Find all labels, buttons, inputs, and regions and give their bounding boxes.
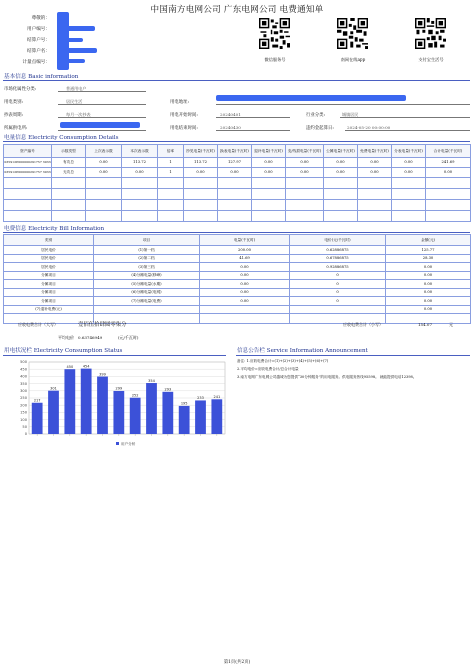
section-divider	[3, 141, 470, 142]
notice-line: 2.平均电价=应收电费合计/总合计电量	[237, 367, 299, 371]
bill-header-row	[4, 235, 471, 246]
start-time-label: 用电开始时间:	[170, 113, 198, 118]
qr-caption-alipay: 支付宝生活号	[418, 57, 444, 62]
section-divider	[236, 355, 470, 356]
reading-cycle-field	[58, 111, 146, 118]
table-cell: 0.00	[252, 158, 286, 168]
industry-label: 行业分类:	[306, 113, 326, 118]
y-tick-label: 150	[20, 410, 27, 415]
table-cell: 127.97	[218, 158, 252, 168]
bar-data-label: 450	[66, 365, 74, 369]
usage-category-label: 用电类别:	[4, 100, 24, 105]
avg-price-label: 平均电价	[58, 335, 74, 340]
col-header: 免费电量(千瓦时)	[358, 145, 392, 158]
table-row	[4, 158, 471, 168]
bar	[179, 406, 190, 434]
bar-data-label: 354	[148, 378, 155, 383]
table-cell: 0.00	[386, 263, 471, 272]
table-row	[4, 168, 471, 178]
end-time-value: 20240430	[220, 125, 241, 130]
table-cell: 0.00	[200, 297, 290, 306]
col-header: 资产编号	[4, 145, 52, 158]
y-tick-label: 300	[20, 389, 27, 393]
table-cell	[200, 305, 290, 314]
total-lower-value: 154.07	[418, 322, 432, 327]
bill-table	[3, 234, 471, 324]
table-row	[4, 246, 471, 255]
col-header: 电价(元/千瓦时)	[290, 235, 386, 246]
bill-title: 电费信息 Electricity Bill Information	[4, 226, 105, 232]
table-cell: 0.67886875	[290, 254, 386, 263]
col-header: 分表电量(千瓦时)	[392, 145, 426, 158]
col-header: 倍率	[158, 145, 184, 158]
table-cell: 113.72	[184, 158, 218, 168]
market-attribute-value: 普通用电户	[66, 86, 87, 91]
table-cell: 113.72	[122, 158, 158, 168]
table-row	[4, 263, 471, 272]
table-cell	[94, 305, 200, 314]
table-cell: 0.92886875	[290, 263, 386, 272]
usage-address-label: 用电地址:	[170, 100, 190, 105]
table-cell: 无功总	[52, 168, 86, 178]
y-tick-label: 100	[20, 417, 27, 422]
table-cell: 0.00	[86, 158, 122, 168]
avg-price-value: 0.63746949	[78, 335, 103, 340]
y-tick-label: 0	[24, 432, 27, 437]
industry-field	[340, 111, 470, 118]
qr-group	[250, 12, 470, 72]
col-header: 抄见电量(千瓦时)	[184, 145, 218, 158]
table-cell: 241.69	[426, 158, 471, 168]
bar	[97, 377, 108, 434]
table-cell: 0.00	[200, 271, 290, 280]
field-label-user-id: 用户编号：	[27, 27, 50, 32]
table-cell: 居民电价	[4, 254, 94, 263]
end-time-label: 用电结束时间:	[170, 126, 198, 131]
table-cell: 0.00	[392, 158, 426, 168]
table-cell: 居民电价	[4, 263, 94, 272]
start-time-value: 20240401	[220, 112, 241, 117]
total-lower-label: 应收电费合计（小写）	[343, 322, 383, 327]
table-cell: 0.00	[324, 168, 358, 178]
redaction-mark	[57, 38, 83, 42]
penalty-date-value: 2024-05-20 00:00:00	[347, 125, 391, 130]
notice-title: 信息公告栏 Service Information Announcement	[237, 348, 368, 354]
bar-data-label: 293	[164, 387, 172, 392]
penalty-date-field	[345, 124, 470, 131]
table-cell: 分摊项目	[4, 280, 94, 289]
bar-data-label: 195	[180, 401, 188, 406]
bar	[195, 400, 206, 434]
table-row	[4, 305, 471, 314]
table-cell: (5)分摊电量(水期)	[94, 280, 200, 289]
col-header: 合计电量(千瓦时)	[426, 145, 471, 158]
total-lower-unit: 元	[449, 322, 453, 327]
col-header: 电量(千瓦时)	[200, 235, 290, 246]
bar	[81, 369, 92, 434]
table-row	[4, 254, 471, 263]
wechat-qr-icon[interactable]	[259, 18, 290, 49]
usage-category-field	[58, 98, 146, 105]
y-tick-label: 50	[22, 425, 27, 429]
col-header: 金额(元)	[386, 235, 471, 246]
table-row	[4, 288, 471, 297]
legend-swatch	[116, 442, 119, 445]
table-cell: 28.30	[386, 254, 471, 263]
bar-data-label: 299	[115, 386, 123, 391]
table-cell: (4)分摊电量(移峰)	[94, 271, 200, 280]
table-cell: 0	[290, 271, 386, 280]
table-cell: 0.00	[252, 168, 286, 178]
usage-title: 用电状况栏 Electricity Consumption Status	[4, 348, 123, 354]
bar-data-label: 454	[82, 364, 90, 369]
bar-data-label: 217	[33, 398, 41, 403]
table-cell: 分摊项目	[4, 297, 94, 306]
table-cell: (1)第一档	[94, 246, 200, 255]
col-header: 项目	[94, 235, 200, 246]
table-cell: 0.00	[122, 168, 158, 178]
supply-station-label: 所属供电所:	[4, 126, 28, 131]
bar	[146, 383, 157, 434]
col-header: 上次表示数	[86, 145, 122, 158]
y-tick-label: 400	[20, 374, 27, 379]
table-cell: 0.00	[386, 280, 471, 289]
notice-line: 3.南方电网广东电网公司越城为您提供“30分钟服务”的用电服务。供电服务热线95598。 就能提供电话12398。	[237, 375, 417, 379]
table-cell: 0	[290, 280, 386, 289]
table-cell: 0.00	[200, 288, 290, 297]
redaction-mark	[57, 26, 95, 31]
table-cell: 0.00	[426, 168, 471, 178]
penalty-date-label: 违约金起算日:	[306, 126, 334, 131]
field-label-meter-point: 计量点编号：	[22, 60, 50, 65]
table-row	[4, 314, 471, 324]
bar	[113, 391, 124, 434]
table-row	[4, 211, 471, 222]
table-cell: 125.77	[386, 246, 471, 255]
field-label-account-id: 结算户号：	[27, 38, 50, 43]
y-tick-label: 200	[20, 403, 27, 408]
table-row	[4, 200, 471, 211]
app-qr-icon[interactable]	[337, 18, 368, 49]
bar	[48, 391, 59, 434]
redaction-mark	[57, 59, 85, 63]
table-cell: 0.00	[200, 263, 290, 272]
table-cell: 0.00	[86, 168, 122, 178]
table-row	[4, 189, 471, 200]
total-upper-value: 壹佰伍拾肆圆零柒分	[78, 322, 127, 328]
table-cell: 200.00	[200, 246, 290, 255]
bar	[211, 399, 222, 434]
table-cell: 0.00	[386, 288, 471, 297]
usage-category-value: 居民生活	[66, 99, 83, 104]
table-cell: 1	[158, 168, 184, 178]
table-cell: 0.00	[386, 271, 471, 280]
field-label-name: 尊敬的：	[31, 16, 50, 21]
col-header: 本次表示数	[122, 145, 158, 158]
usage-chart	[5, 358, 230, 450]
page-title: 中国南方电网公司 广东电网公司 电费通知单	[150, 5, 324, 15]
table-cell: 0	[290, 288, 386, 297]
table-row	[4, 178, 471, 189]
page-number: 第1页(共2页)	[223, 660, 251, 665]
y-tick-label: 450	[20, 367, 27, 372]
redaction-mark	[57, 48, 97, 53]
bar	[32, 403, 43, 434]
avg-price-unit: (元/千瓦时)	[118, 335, 139, 340]
table-cell: 0.00	[324, 158, 358, 168]
table-cell: 0.00	[386, 297, 471, 306]
table-row	[4, 271, 471, 280]
table-cell: (7)退补电费(元)	[4, 305, 94, 314]
bar	[64, 369, 75, 434]
table-cell: (3)第三档	[94, 263, 200, 272]
reading-cycle-value: 每月一次抄表	[66, 112, 91, 117]
market-attribute-field	[58, 85, 146, 92]
table-cell: 有功总	[52, 158, 86, 168]
qr-caption-app: 南网在线app	[340, 57, 366, 62]
col-header: 退补电量(千瓦时)	[252, 145, 286, 158]
table-cell: 0	[290, 297, 386, 306]
table-cell: 0.00	[358, 158, 392, 168]
redaction-mark	[60, 122, 140, 128]
start-time-field	[216, 111, 290, 118]
consumption-title: 电量信息 Electricity Consumption Details	[4, 135, 119, 141]
table-cell	[290, 305, 386, 314]
table-cell: 41.69	[200, 254, 290, 263]
alipay-qr-icon[interactable]	[415, 18, 446, 49]
section-divider	[3, 80, 470, 81]
table-cell: 0.00	[184, 168, 218, 178]
table-cell: 1	[158, 158, 184, 168]
section-divider	[3, 232, 470, 233]
table-cell: 035912P000000291757 3933	[4, 158, 52, 168]
table-cell: 0.00	[200, 280, 290, 289]
col-header: 公摊电量(千瓦时)	[324, 145, 358, 158]
col-header: 类别	[4, 235, 94, 246]
bar	[162, 392, 173, 434]
qr-caption-wechat: 微信服务号	[264, 57, 286, 62]
section-divider	[3, 355, 226, 356]
market-attribute-label: 市场化属性分类:	[4, 87, 37, 92]
table-row	[4, 280, 471, 289]
table-cell: (6)分摊电量(电网)	[94, 288, 200, 297]
bar-data-label: 252	[131, 393, 139, 398]
consumption-table	[3, 144, 471, 222]
col-header: 换表电量(千瓦时)	[218, 145, 252, 158]
table-row	[4, 297, 471, 306]
table-cell: (7)分摊电量(电费)	[94, 297, 200, 306]
table-cell: 分摊项目	[4, 288, 94, 297]
end-time-field	[216, 124, 290, 131]
table-cell: 0.62886875	[290, 246, 386, 255]
y-tick-label: 350	[20, 381, 27, 386]
x-axis-label: 用户分析	[121, 441, 136, 446]
field-label-account-name: 结算户名：	[27, 49, 50, 54]
table-cell: 0.00	[218, 168, 252, 178]
table-cell: 035912P000000291757 3933	[4, 168, 52, 178]
table-cell: 0.00	[286, 158, 324, 168]
col-header: 变/线损电量(千瓦时)	[286, 145, 324, 158]
consumption-header-row	[4, 145, 471, 158]
bar	[130, 398, 141, 434]
bar-data-label: 399	[99, 372, 106, 377]
bar-data-label: 241	[213, 395, 221, 400]
table-cell: 0.00	[392, 168, 426, 178]
table-cell: 0.00	[358, 168, 392, 178]
notice-line: 备注: 1.应收电费合计=(1)+(2)+(3)+(4)+(5)+(6)+(7)	[237, 359, 329, 363]
table-cell: 分摊项目	[4, 271, 94, 280]
col-header: 示数类型	[52, 145, 86, 158]
bar-data-label: 233	[197, 396, 204, 401]
table-cell: 0.00	[286, 168, 324, 178]
y-tick-label: 250	[20, 396, 27, 401]
industry-value: 城镇居民	[342, 112, 359, 117]
y-tick-label: 500	[20, 360, 27, 365]
total-upper-label: 应收电费合计（大写）	[18, 322, 58, 327]
reading-cycle-label: 抄表周期:	[4, 113, 24, 118]
basic-info-title: 基本信息 Basic information	[4, 74, 79, 80]
table-cell: 0.00	[386, 305, 471, 314]
table-cell: (2)第二档	[94, 254, 200, 263]
redaction-mark	[216, 95, 406, 101]
bar-data-label: 301	[50, 386, 57, 391]
table-cell: 居民电价	[4, 246, 94, 255]
